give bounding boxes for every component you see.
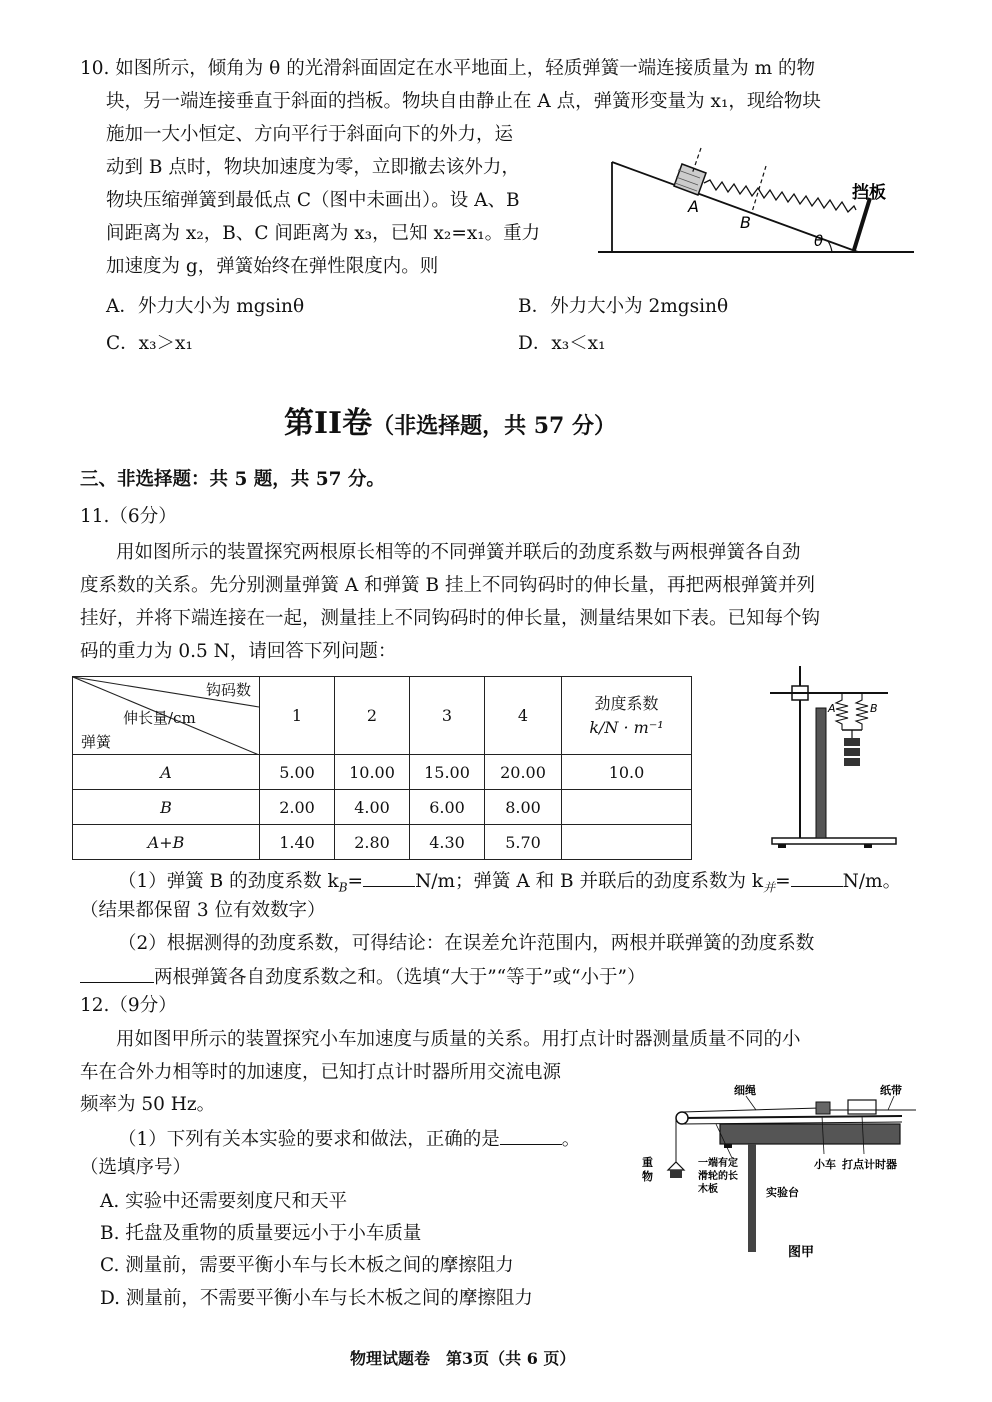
table-row xyxy=(73,755,692,790)
label-rope: 细绳 xyxy=(734,1084,756,1097)
column-header: 4 xyxy=(485,677,562,755)
q10-line-1: 10. 如图所示，倾角为 θ 的光滑斜面固定在水平地面上，轻质弹簧一端连接质量为 m 的物 xyxy=(80,58,816,79)
q10-line-6: 间距离为 x₂，B、C 间距离为 x₃，已知 x₂=x₁。重力 xyxy=(106,223,541,244)
table-cell: 10.00 xyxy=(335,755,410,790)
cart-experiment-figure xyxy=(636,1078,920,1260)
q10-line-3: 施加一大小恒定、方向平行于斜面向下的外力，运 xyxy=(106,124,514,145)
k-header-line-2: k/N · m⁻¹ xyxy=(589,717,664,737)
label-board-1: 一端有定 xyxy=(698,1158,738,1169)
corner-label-spring: 弹簧 xyxy=(81,733,112,751)
q10-option-b: B．外力大小为 2mgsinθ xyxy=(518,296,729,317)
q12-option-d: D. 测量前，不需要平衡小车与长木板之间的摩擦阻力 xyxy=(100,1288,533,1309)
spring-b-shape xyxy=(856,694,868,730)
label-theta: θ xyxy=(814,232,824,250)
row-label: B xyxy=(73,790,260,825)
label-board: 挡板 xyxy=(852,183,886,203)
label-spring-b: B xyxy=(870,702,878,715)
q11-sub1-text-e: N/m。 xyxy=(842,871,902,892)
label-point-b: B xyxy=(740,213,751,232)
q12-sub1-text: （1）下列有关本实验的要求和做法，正确的是 xyxy=(118,1129,500,1150)
column-header: 3 xyxy=(410,677,485,755)
table-cell-k: 10.0 xyxy=(562,755,692,790)
q11-para-line-3: 挂好，并将下端连接在一起，测量挂上不同钩码时的伸长量，测量结果如下表。已知每个钩 xyxy=(80,608,821,629)
row-label: A+B xyxy=(73,825,260,860)
label-table: 实验台 xyxy=(766,1186,799,1199)
table-cell: 2.80 xyxy=(335,825,410,860)
incline-spring-figure xyxy=(596,140,916,266)
table-cell: 15.00 xyxy=(410,755,485,790)
spring-data-table xyxy=(72,676,692,860)
answer-blank-conclusion[interactable] xyxy=(80,962,154,983)
q11-sub1-eq-1: = xyxy=(347,871,364,892)
q10-option-a: A．外力大小为 mgsinθ xyxy=(106,296,305,317)
q12-para-line-2: 车在合外力相等时的加速度，已知打点计时器所用交流电源 xyxy=(80,1062,562,1083)
spring-a-shape xyxy=(836,694,848,730)
table-cell: 5.00 xyxy=(260,755,335,790)
label-board-3: 木板 xyxy=(698,1184,718,1195)
section-title xyxy=(284,398,616,442)
section-title-main: 第II卷 xyxy=(284,406,373,441)
q11-sub1-note: （结果都保留 3 位有效数字） xyxy=(80,900,326,921)
q10-line-4: 动到 B 点时，物块加速度为零，立即撤去该外力， xyxy=(106,157,520,178)
label-board-2: 滑轮的长 xyxy=(698,1171,738,1182)
q11-sub1-text-c: N/m；弹簧 A 和 B 并联后的劲度系数为 k xyxy=(415,871,764,892)
q12-para-line-1: 用如图甲所示的装置探究小车加速度与质量的关系。用打点计时器测量质量不同的小 xyxy=(116,1029,801,1050)
table-cell: 8.00 xyxy=(485,790,562,825)
q10-line-7: 加速度为 g，弹簧始终在弹性限度内。则 xyxy=(106,256,439,277)
block-shape xyxy=(674,164,706,195)
q11-sub2-line-1: （2）根据测得的劲度系数，可得结论：在误差允许范围内，两根并联弹簧的劲度系数 xyxy=(118,933,815,954)
q12-number: 12.（9分） xyxy=(80,995,177,1016)
table-cell: 20.00 xyxy=(485,755,562,790)
label-cart: 小车 xyxy=(814,1158,836,1171)
figure-caption: 图甲 xyxy=(788,1245,815,1260)
q10-option-c: C．x₃＞x₁ xyxy=(106,333,193,354)
spring-shape xyxy=(704,180,856,212)
label-weight-1: 重 xyxy=(642,1156,653,1169)
k-header-line-1: 劲度系数 xyxy=(594,693,659,713)
q11-sub1-eq-2: = xyxy=(775,871,791,892)
q11-sub1 xyxy=(118,866,901,901)
q12-option-b: B. 托盘及重物的质量要远小于小车质量 xyxy=(100,1223,422,1244)
label-spring-a: A xyxy=(828,702,836,715)
q12-sub1-end: 。 xyxy=(561,1129,581,1150)
q12-para-line-3: 频率为 50 Hz。 xyxy=(80,1094,216,1115)
q11-para-line-4: 码的重力为 0.5 N，请回答下列问题： xyxy=(80,641,397,662)
column-header-k xyxy=(562,677,692,755)
table-cell: 5.70 xyxy=(485,825,562,860)
table-cell: 4.00 xyxy=(335,790,410,825)
table-cell: 2.00 xyxy=(260,790,335,825)
column-header: 1 xyxy=(260,677,335,755)
corner-label-count: 钩码数 xyxy=(205,681,251,699)
q11-sub1-sub-b: B xyxy=(338,880,348,895)
q11-number: 11.（6分） xyxy=(80,506,177,527)
q10-option-d: D．x₃＜x₁ xyxy=(518,333,606,354)
q12-option-a: A. 实验中还需要刻度尺和天平 xyxy=(100,1191,348,1212)
section-heading: 三、非选择题：共 5 题，共 57 分。 xyxy=(80,469,385,490)
q10-line-5: 物块压缩弹簧到最低点 C（图中未画出）。设 A、B xyxy=(106,190,520,211)
page-footer: 物理试题卷 第3页（共 6 页） xyxy=(350,1349,576,1368)
q11-sub1-text-a: （1）弹簧 B 的劲度系数 k xyxy=(118,871,339,892)
table-cell: 4.30 xyxy=(410,825,485,860)
column-header: 2 xyxy=(335,677,410,755)
q11-para-line-1: 用如图所示的装置探究两根原长相等的不同弹簧并联后的劲度系数与两根弹簧各自劲 xyxy=(116,542,801,563)
answer-blank-kparallel[interactable] xyxy=(791,866,843,887)
answer-blank-q12-1[interactable] xyxy=(500,1124,562,1145)
table-cell: 1.40 xyxy=(260,825,335,860)
row-label: A xyxy=(73,755,260,790)
table-cell-k xyxy=(562,825,692,860)
table-row xyxy=(73,790,692,825)
table-row xyxy=(73,825,692,860)
q11-sub2-line-2 xyxy=(80,962,646,991)
corner-label-extension: 伸长量/cm xyxy=(123,709,196,727)
table-cell-k xyxy=(562,790,692,825)
label-timer: 打点计时器 xyxy=(842,1158,897,1171)
table-header-row xyxy=(73,677,692,755)
table-cell: 6.00 xyxy=(410,790,485,825)
board-shape xyxy=(854,198,870,250)
q12-sub1 xyxy=(118,1124,580,1153)
label-tape: 纸带 xyxy=(880,1084,902,1097)
table-corner-cell xyxy=(73,677,260,755)
q12-option-c: C. 测量前，需要平衡小车与长木板之间的摩擦阻力 xyxy=(100,1255,514,1276)
spring-stand-figure xyxy=(764,664,904,854)
q10-line-2: 块，另一端连接垂直于斜面的挡板。物块自由静止在 A 点，弹簧形变量为 x₁，现给物块 xyxy=(106,91,821,112)
q12-sub1-note: （选填序号） xyxy=(80,1157,192,1178)
q11-sub2-text: 两根弹簧各自劲度系数之和。（选填“大于”“等于”或“小于”） xyxy=(154,967,646,988)
label-point-a: A xyxy=(688,197,699,216)
q11-para-line-2: 度系数的关系。先分别测量弹簧 A 和弹簧 B 挂上不同钩码时的伸长量，再把两根弹簧并列 xyxy=(80,575,815,596)
answer-blank-kb[interactable] xyxy=(363,866,415,887)
label-weight-2: 物 xyxy=(642,1170,653,1183)
section-title-sub: （非选择题，共 57 分） xyxy=(372,413,617,439)
q11-sub1-sub-parallel: 并 xyxy=(763,880,776,895)
